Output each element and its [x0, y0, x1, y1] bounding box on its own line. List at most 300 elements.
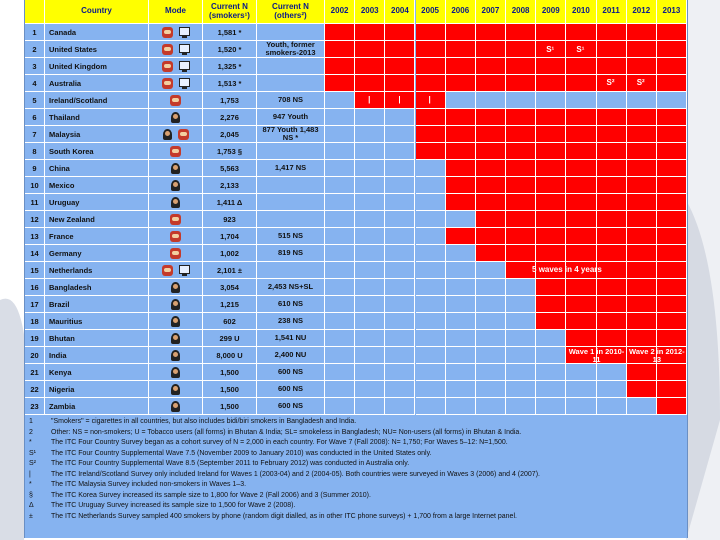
- survey-year-cell-2006: [446, 313, 476, 330]
- footnote-symbol: *: [29, 481, 32, 488]
- survey-year-cell-2006: [446, 398, 476, 415]
- survey-year-cell-2007: [476, 58, 506, 75]
- survey-year-cell-2010: [566, 160, 596, 177]
- telephone-icon: [162, 27, 173, 38]
- footnote-symbol: Δ: [29, 502, 34, 509]
- survey-year-cell-2008: [506, 245, 536, 262]
- survey-year-cell-2003: [355, 194, 385, 211]
- survey-year-cell-2007: [476, 296, 506, 313]
- survey-year-cell-2008: [506, 279, 536, 296]
- survey-mode: [149, 330, 203, 347]
- table-row: [25, 177, 687, 194]
- india-wave-1-label: Wave 1 in 2010-11: [568, 347, 625, 364]
- survey-year-cell-2004: [385, 143, 415, 160]
- survey-mode: [149, 41, 203, 58]
- current-n-smokers: 1,325 *: [203, 58, 257, 75]
- row-number: 9: [25, 160, 45, 177]
- interviewer-person-icon: [171, 197, 180, 208]
- header-year-2010: 2010: [566, 0, 596, 24]
- survey-year-cell-2013: [657, 262, 687, 279]
- survey-year-cell-2002: [325, 364, 355, 381]
- survey-year-cell-2007: [476, 126, 506, 143]
- survey-year-cell-2003: [355, 143, 385, 160]
- survey-year-cell-2002: [325, 41, 355, 58]
- current-n-smokers: 1,513 *: [203, 75, 257, 92]
- survey-year-cell-2011: [597, 160, 627, 177]
- telephone-icon: [170, 214, 181, 225]
- current-n-others: [257, 58, 325, 75]
- current-n-smokers: 1,411 Δ: [203, 194, 257, 211]
- survey-year-cell-2008: [506, 330, 536, 347]
- survey-year-cell-2010: [566, 194, 596, 211]
- row-number: 8: [25, 143, 45, 160]
- survey-year-cell-2002: [325, 109, 355, 126]
- survey-year-cell-2009: [536, 296, 566, 313]
- survey-year-cell-2012: [627, 58, 657, 75]
- country-name: Mexico: [45, 177, 149, 194]
- survey-year-cell-2008: [506, 194, 536, 211]
- survey-year-cell-2003: [355, 262, 385, 279]
- survey-year-cell-2005: [416, 177, 446, 194]
- footnote-symbol: S¹: [29, 449, 36, 457]
- survey-year-cell-2008: [506, 381, 536, 398]
- country-name: Brazil: [45, 296, 149, 313]
- survey-year-cell-2009: [536, 177, 566, 194]
- footnote-text: The ITC Korea Survey increased its sample size to 1,800 for Wave 2 (Fall 2006) and 3 (Summer 2010).: [51, 491, 371, 499]
- country-name: Zambia: [45, 398, 149, 415]
- survey-year-cell-2010: [566, 245, 596, 262]
- survey-year-cell-2009: [536, 160, 566, 177]
- survey-mode: [149, 279, 203, 296]
- survey-year-cell-2005: [416, 41, 446, 58]
- survey-year-cell-2013: [657, 228, 687, 245]
- survey-year-cell-2003: [355, 75, 385, 92]
- survey-year-cell-2013: [657, 194, 687, 211]
- survey-year-cell-2005: [416, 143, 446, 160]
- survey-year-cell-2004: [385, 279, 415, 296]
- survey-year-cell-2004: [385, 160, 415, 177]
- current-n-others: [257, 262, 325, 279]
- current-n-smokers: 8,000 U: [203, 347, 257, 364]
- survey-year-cell-2008: [506, 364, 536, 381]
- interviewer-person-icon: [171, 384, 180, 395]
- survey-year-cell-2006: [446, 211, 476, 228]
- survey-year-cell-2013: [657, 313, 687, 330]
- header-mode: Mode: [149, 0, 203, 24]
- survey-year-cell-2004: [385, 24, 415, 41]
- current-n-smokers: 299 U: [203, 330, 257, 347]
- survey-year-cell-2006: [446, 194, 476, 211]
- survey-mode: [149, 381, 203, 398]
- country-name: India: [45, 347, 149, 364]
- current-n-others: 2,453 NS+SL: [257, 279, 325, 296]
- survey-year-cell-2013: [657, 109, 687, 126]
- survey-year-cell-2011: [597, 228, 627, 245]
- survey-year-cell-2002: [325, 313, 355, 330]
- itc-survey-timeline-table: [24, 0, 688, 538]
- survey-year-cell-2002: [325, 143, 355, 160]
- header-row: [25, 0, 687, 24]
- survey-year-cell-2009: [536, 109, 566, 126]
- header-year-2011: 2011: [597, 0, 627, 24]
- interviewer-person-icon: [171, 350, 180, 361]
- survey-year-cell-2010: [566, 279, 596, 296]
- survey-year-cell-2013: [657, 398, 687, 415]
- survey-year-cell-2008: [506, 313, 536, 330]
- footnote-text: The ITC Ireland/Scotland Survey only included Ireland for Waves 1 (2003-04) and 2 (2004-05). Both countries were surveyed in Waves 3 (2006) and 4 (2007).: [51, 470, 540, 478]
- computer-monitor-icon: [179, 78, 190, 87]
- table-row: [25, 398, 687, 415]
- interviewer-person-icon: [171, 112, 180, 123]
- survey-year-cell-2003: [355, 364, 385, 381]
- footnote-text: Other: NS = non-smokers; U = Tobacco users (all forms) in Bhutan & India; SL= smokeless in Bangladesh; NU= Non-users (all forms) in Bhutan & India.: [51, 428, 522, 436]
- row-number: 2: [25, 41, 45, 58]
- survey-year-cell-2012: [627, 109, 657, 126]
- current-n-others: 947 Youth: [257, 109, 325, 126]
- current-n-others: [257, 24, 325, 41]
- survey-year-cell-2011: [597, 330, 627, 347]
- current-n-smokers: 602: [203, 313, 257, 330]
- telephone-icon: [178, 129, 189, 140]
- current-n-others: 238 NS: [257, 313, 325, 330]
- current-n-others: [257, 194, 325, 211]
- india-wave-2-label: Wave 2 in 2012-13: [629, 347, 685, 364]
- survey-mode: [149, 92, 203, 109]
- table-row: [25, 330, 687, 347]
- survey-year-cell-2012: [627, 126, 657, 143]
- survey-mode: [149, 126, 203, 143]
- survey-year-cell-2010: [566, 109, 596, 126]
- survey-year-cell-2008: [506, 75, 536, 92]
- survey-year-cell-2003: [355, 279, 385, 296]
- current-n-smokers: 2,045: [203, 126, 257, 143]
- survey-year-cell-2010: [566, 313, 596, 330]
- supplemental-wave-marker: S¹: [576, 45, 585, 54]
- survey-year-cell-2002: [325, 245, 355, 262]
- survey-mode: [149, 313, 203, 330]
- survey-year-cell-2005: [416, 160, 446, 177]
- survey-year-cell-2003: [355, 347, 385, 364]
- current-n-others: 819 NS: [257, 245, 325, 262]
- survey-year-cell-2004: [385, 41, 415, 58]
- footnote: [25, 429, 687, 439]
- current-n-smokers: 1,002: [203, 245, 257, 262]
- survey-year-cell-2013: [657, 58, 687, 75]
- country-name: Bhutan: [45, 330, 149, 347]
- survey-year-cell-2005: [416, 211, 446, 228]
- survey-year-cell-2006: [446, 58, 476, 75]
- survey-year-cell-2006: [446, 24, 476, 41]
- row-number: 4: [25, 75, 45, 92]
- survey-year-cell-2006: [446, 330, 476, 347]
- survey-year-cell-2005: [416, 245, 446, 262]
- table-row: [25, 245, 687, 262]
- table-row: [25, 381, 687, 398]
- survey-year-cell-2006: [446, 364, 476, 381]
- table-row: [25, 126, 687, 143]
- survey-year-cell-2012: [627, 262, 657, 279]
- footnote-text: The ITC Four Country Supplemental Wave 8.5 (September 2011 to February 2012) was conducted in Australia only.: [51, 460, 410, 467]
- survey-year-cell-2002: [325, 279, 355, 296]
- survey-year-cell-2006: [446, 228, 476, 245]
- header-year-2003: 2003: [355, 0, 385, 24]
- survey-year-cell-2004: [385, 347, 415, 364]
- survey-year-cell-2006: [446, 245, 476, 262]
- survey-year-cell-2007: [476, 75, 506, 92]
- country-name: Australia: [45, 75, 149, 92]
- current-n-smokers: 923: [203, 211, 257, 228]
- survey-year-cell-2003: [355, 330, 385, 347]
- survey-year-cell-2007: [476, 262, 506, 279]
- survey-year-cell-2011: [597, 245, 627, 262]
- footnote-symbol: |: [29, 470, 31, 478]
- survey-year-cell-2004: [385, 296, 415, 313]
- survey-year-cell-2002: [325, 177, 355, 194]
- survey-year-cell-2002: [325, 228, 355, 245]
- survey-year-cell-2004: [385, 364, 415, 381]
- survey-year-cell-2011: [597, 381, 627, 398]
- telephone-icon: [162, 78, 173, 89]
- country-name: Kenya: [45, 364, 149, 381]
- survey-year-cell-2009: [536, 279, 566, 296]
- current-n-others: [257, 177, 325, 194]
- row-number: 12: [25, 211, 45, 228]
- telephone-icon: [170, 231, 181, 242]
- current-n-others: [257, 143, 325, 160]
- survey-year-cell-2008: [506, 160, 536, 177]
- country-name: Canada: [45, 24, 149, 41]
- interviewer-person-icon: [171, 316, 180, 327]
- survey-year-cell-2005: [416, 347, 446, 364]
- footnote-symbol: 2: [29, 428, 33, 436]
- survey-mode: [149, 194, 203, 211]
- survey-mode: [149, 245, 203, 262]
- country-name: United Kingdom: [45, 58, 149, 75]
- country-name: Bangladesh: [45, 279, 149, 296]
- survey-year-cell-2004: [385, 58, 415, 75]
- footnote: [25, 481, 687, 491]
- survey-year-cell-2013: [657, 211, 687, 228]
- survey-year-cell-2005: [416, 126, 446, 143]
- survey-year-cell-2005: [416, 24, 446, 41]
- survey-year-cell-2006: [446, 41, 476, 58]
- current-n-smokers: 1,753 §: [203, 143, 257, 160]
- footnote-symbol: ±: [29, 512, 33, 520]
- header-year-2009: 2009: [536, 0, 566, 24]
- survey-year-cell-2012: [627, 398, 657, 415]
- survey-year-cell-2004: [385, 75, 415, 92]
- survey-year-cell-2013: [657, 160, 687, 177]
- survey-year-cell-2007: [476, 24, 506, 41]
- computer-monitor-icon: [179, 265, 190, 274]
- telephone-icon: [162, 265, 173, 276]
- row-number: 16: [25, 279, 45, 296]
- survey-year-cell-2002: [325, 160, 355, 177]
- survey-year-cell-2012: [627, 279, 657, 296]
- survey-year-cell-2010: [566, 228, 596, 245]
- current-n-others: 708 NS: [257, 92, 325, 109]
- current-n-others: 1,417 NS: [257, 160, 325, 177]
- survey-year-cell-2010: [566, 75, 596, 92]
- row-number: 22: [25, 381, 45, 398]
- row-number: 7: [25, 126, 45, 143]
- survey-year-cell-2003: [355, 228, 385, 245]
- footnote-symbol: S²: [29, 460, 36, 467]
- supplemental-wave-marker: S²: [606, 78, 615, 87]
- survey-mode: [149, 177, 203, 194]
- survey-year-cell-2002: [325, 58, 355, 75]
- current-n-smokers: 1,704: [203, 228, 257, 245]
- current-n-smokers: 2,276: [203, 109, 257, 126]
- header-year-2008: 2008: [506, 0, 536, 24]
- survey-mode: [149, 160, 203, 177]
- survey-year-cell-2008: [506, 92, 536, 109]
- country-name: Netherlands: [45, 262, 149, 279]
- survey-year-cell-2011: [597, 24, 627, 41]
- survey-year-cell-2002: [325, 24, 355, 41]
- survey-mode: [149, 262, 203, 279]
- survey-year-cell-2013: [657, 330, 687, 347]
- table-row: [25, 160, 687, 177]
- survey-year-cell-2004: [385, 245, 415, 262]
- survey-year-cell-2003: [355, 381, 385, 398]
- footnote: [25, 439, 687, 449]
- survey-year-cell-2013: [657, 41, 687, 58]
- survey-year-cell-2009: [536, 92, 566, 109]
- table-row: [25, 143, 687, 160]
- row-number: 11: [25, 194, 45, 211]
- survey-year-cell-2010: [566, 296, 596, 313]
- footnote-text: The ITC Four Country Survey began as a cohort survey of N = 2,000 in each country. For Wave 7 (Fall 2008): N= 1,750; For Waves 5–12: N=1,500.: [51, 439, 508, 446]
- current-n-others: 600 NS: [257, 381, 325, 398]
- survey-year-cell-2008: [506, 24, 536, 41]
- survey-year-cell-2005: [416, 296, 446, 313]
- survey-year-cell-2010: [566, 211, 596, 228]
- survey-year-cell-2002: [325, 126, 355, 143]
- survey-year-cell-2003: [355, 245, 385, 262]
- survey-year-cell-2009: [536, 347, 566, 364]
- survey-year-cell-2013: [657, 143, 687, 160]
- header-year-2002: 2002: [325, 0, 355, 24]
- current-n-smokers: 2,101 ±: [203, 262, 257, 279]
- survey-year-cell-2007: [476, 279, 506, 296]
- survey-mode: [149, 228, 203, 245]
- survey-year-cell-2012: [627, 381, 657, 398]
- survey-year-cell-2009: [536, 126, 566, 143]
- ireland-only-marker: |: [398, 95, 401, 104]
- header-num: [25, 0, 45, 24]
- survey-year-cell-2007: [476, 313, 506, 330]
- interviewer-person-icon: [171, 299, 180, 310]
- table-row: [25, 279, 687, 296]
- survey-mode: [149, 58, 203, 75]
- survey-year-cell-2011: [597, 364, 627, 381]
- row-number: 14: [25, 245, 45, 262]
- survey-year-cell-2008: [506, 58, 536, 75]
- survey-year-cell-2005: [416, 109, 446, 126]
- survey-mode: [149, 75, 203, 92]
- telephone-icon: [170, 95, 181, 106]
- survey-year-cell-2005: [416, 398, 446, 415]
- survey-mode: [149, 24, 203, 41]
- survey-year-cell-2003: [355, 398, 385, 415]
- survey-year-cell-2011: [597, 41, 627, 58]
- survey-year-cell-2011: [597, 296, 627, 313]
- survey-year-cell-2012: [627, 211, 657, 228]
- current-n-others: [257, 75, 325, 92]
- survey-year-cell-2005: [416, 381, 446, 398]
- current-n-others: 600 NS: [257, 364, 325, 381]
- survey-year-cell-2013: [657, 279, 687, 296]
- survey-year-cell-2002: [325, 75, 355, 92]
- survey-year-cell-2007: [476, 92, 506, 109]
- current-n-smokers: 2,133: [203, 177, 257, 194]
- survey-year-cell-2006: [446, 109, 476, 126]
- survey-year-cell-2007: [476, 194, 506, 211]
- current-n-smokers: 1,500: [203, 398, 257, 415]
- survey-year-cell-2005: [416, 364, 446, 381]
- footnote: [25, 460, 687, 470]
- survey-year-cell-2008: [506, 398, 536, 415]
- survey-year-cell-2011: [597, 143, 627, 160]
- survey-mode: [149, 143, 203, 160]
- current-n-smokers: 1,753: [203, 92, 257, 109]
- survey-year-cell-2006: [446, 381, 476, 398]
- computer-monitor-icon: [179, 44, 190, 53]
- survey-year-cell-2009: [536, 194, 566, 211]
- row-number: 19: [25, 330, 45, 347]
- current-n-others: Youth, former smokers-2013: [257, 41, 325, 58]
- survey-year-cell-2013: [657, 245, 687, 262]
- survey-year-cell-2006: [446, 160, 476, 177]
- survey-mode: [149, 347, 203, 364]
- survey-year-cell-2010: [566, 58, 596, 75]
- survey-mode: [149, 364, 203, 381]
- row-number: 20: [25, 347, 45, 364]
- survey-year-cell-2008: [506, 228, 536, 245]
- current-n-smokers: 1,520 *: [203, 41, 257, 58]
- country-name: Mauritius: [45, 313, 149, 330]
- survey-year-cell-2013: [657, 364, 687, 381]
- survey-year-cell-2011: [597, 313, 627, 330]
- header-year-2004: 2004: [385, 0, 415, 24]
- footnote-symbol: §: [29, 491, 33, 499]
- survey-year-cell-2004: [385, 262, 415, 279]
- footnote-symbol: *: [29, 439, 32, 446]
- survey-year-cell-2007: [476, 398, 506, 415]
- survey-year-cell-2004: [385, 194, 415, 211]
- footnote: [25, 471, 687, 481]
- footnote: [25, 450, 687, 460]
- row-number: 17: [25, 296, 45, 313]
- row-number: 23: [25, 398, 45, 415]
- survey-year-cell-2002: [325, 296, 355, 313]
- footnote: [25, 513, 687, 523]
- interviewer-person-icon: [171, 401, 180, 412]
- country-name: Uruguay: [45, 194, 149, 211]
- survey-year-cell-2012: [627, 143, 657, 160]
- survey-year-cell-2012: [627, 228, 657, 245]
- survey-year-cell-2013: [657, 126, 687, 143]
- survey-mode: [149, 211, 203, 228]
- survey-year-cell-2013: [657, 381, 687, 398]
- row-number: 3: [25, 58, 45, 75]
- survey-year-cell-2012: [627, 41, 657, 58]
- survey-year-cell-2009: [536, 364, 566, 381]
- current-n-smokers: 1,500: [203, 364, 257, 381]
- survey-year-cell-2002: [325, 347, 355, 364]
- computer-monitor-icon: [179, 27, 190, 36]
